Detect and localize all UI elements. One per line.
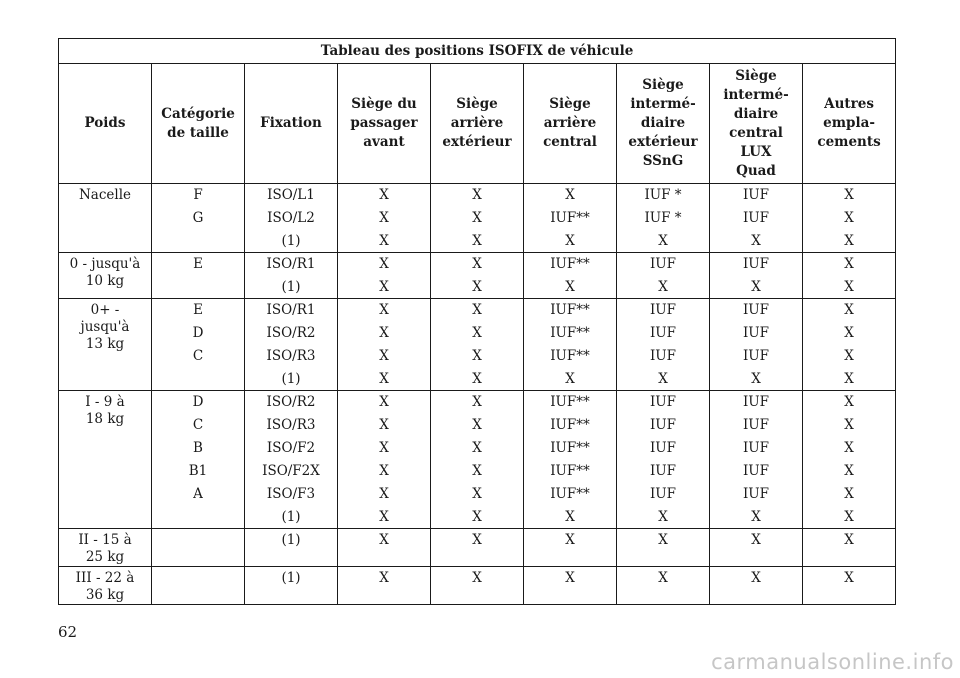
table-cell: (1): [245, 506, 338, 529]
table-cell: [152, 506, 245, 529]
table-cell: E: [152, 253, 245, 276]
table-cell: X: [338, 506, 431, 529]
table-cell: X: [431, 506, 524, 529]
table-cell: (1): [245, 567, 338, 605]
table-cell: X: [524, 368, 617, 391]
table-cell: X: [524, 567, 617, 605]
table-cell: X: [338, 483, 431, 506]
table-cell: IUF: [710, 299, 803, 322]
table-cell: C: [152, 345, 245, 368]
table-cell: X: [338, 207, 431, 230]
table-cell: X: [617, 529, 710, 567]
table-row: [59, 299, 896, 322]
table-cell: IUF: [710, 414, 803, 437]
table-cell: X: [803, 368, 896, 391]
table-cell: ISO/L1: [245, 184, 338, 207]
table-cell: X: [803, 299, 896, 322]
column-header: Siège du passager avant: [338, 64, 431, 184]
table-row: [59, 391, 896, 414]
table-cell: IUF: [617, 483, 710, 506]
table-cell: X: [431, 414, 524, 437]
weight-cell: I - 9 à 18 kg: [59, 391, 152, 529]
weight-cell: II - 15 à 25 kg: [59, 529, 152, 567]
table-cell: A: [152, 483, 245, 506]
table-cell: X: [338, 230, 431, 253]
table-cell: (1): [245, 529, 338, 567]
table-cell: X: [803, 322, 896, 345]
table-cell: B: [152, 437, 245, 460]
table-cell: IUF: [710, 460, 803, 483]
table-row: [59, 460, 896, 483]
table-cell: X: [803, 460, 896, 483]
table-row: [59, 253, 896, 276]
table-cell: X: [338, 368, 431, 391]
table-row: [59, 207, 896, 230]
table-cell: (1): [245, 368, 338, 391]
table-cell: X: [431, 437, 524, 460]
table-cell: D: [152, 391, 245, 414]
table-cell: X: [803, 207, 896, 230]
table-cell: X: [338, 437, 431, 460]
column-header: Autres empla- cements: [803, 64, 896, 184]
table-cell: X: [617, 276, 710, 299]
table-cell: X: [803, 391, 896, 414]
table-cell: [152, 230, 245, 253]
watermark-text: carmanualsonline.info: [711, 650, 954, 674]
column-header: Poids: [59, 64, 152, 184]
column-header: Siège arrière extérieur: [431, 64, 524, 184]
column-header: Siège intermé- diaire extérieur SSnG: [617, 64, 710, 184]
weight-cell: Nacelle: [59, 184, 152, 253]
table-cell: IUF: [710, 437, 803, 460]
table-row: [59, 567, 896, 605]
table-cell: X: [803, 253, 896, 276]
table-cell: ISO/R1: [245, 253, 338, 276]
table-cell: X: [338, 460, 431, 483]
table-cell: IUF: [617, 414, 710, 437]
table-cell: ISO/R2: [245, 322, 338, 345]
table-title: Tableau des positions ISOFIX de véhicule: [59, 39, 896, 64]
table-cell: X: [710, 368, 803, 391]
table-cell: IUF**: [524, 207, 617, 230]
table-cell: X: [710, 506, 803, 529]
table-cell: X: [431, 460, 524, 483]
table-cell: [152, 529, 245, 567]
table-cell: X: [338, 345, 431, 368]
table-cell: IUF: [710, 345, 803, 368]
table-cell: X: [524, 184, 617, 207]
table-cell: X: [803, 437, 896, 460]
table-cell: X: [338, 322, 431, 345]
table-cell: ISO/R2: [245, 391, 338, 414]
table-row: [59, 529, 896, 567]
table-cell: IUF: [710, 253, 803, 276]
table-cell: X: [710, 567, 803, 605]
table-cell: X: [524, 230, 617, 253]
table-cell: X: [524, 506, 617, 529]
table-cell: X: [431, 345, 524, 368]
table-cell: X: [431, 391, 524, 414]
table-cell: IUF: [617, 299, 710, 322]
table-cell: ISO/L2: [245, 207, 338, 230]
table-cell: X: [617, 506, 710, 529]
table-cell: [152, 567, 245, 605]
table-cell: IUF: [710, 322, 803, 345]
table-cell: D: [152, 322, 245, 345]
weight-cell: 0 - jusqu'à 10 kg: [59, 253, 152, 299]
table-cell: X: [338, 184, 431, 207]
table-cell: X: [803, 414, 896, 437]
table-cell: X: [338, 391, 431, 414]
table-cell: IUF: [617, 437, 710, 460]
table-cell: ISO/R1: [245, 299, 338, 322]
table-cell: IUF *: [617, 184, 710, 207]
table-row: [59, 483, 896, 506]
table-cell: IUF**: [524, 345, 617, 368]
table-row: [59, 437, 896, 460]
table-cell: X: [617, 230, 710, 253]
table-cell: IUF**: [524, 460, 617, 483]
column-header: Fixation: [245, 64, 338, 184]
table-cell: X: [431, 184, 524, 207]
table-cell: X: [431, 567, 524, 605]
table-row: [59, 276, 896, 299]
table-cell: X: [803, 567, 896, 605]
table-cell: X: [431, 483, 524, 506]
table-row: [59, 368, 896, 391]
table-cell: X: [431, 322, 524, 345]
table-cell: X: [803, 506, 896, 529]
table-cell: X: [803, 184, 896, 207]
weight-cell: III - 22 à 36 kg: [59, 567, 152, 605]
table-cell: (1): [245, 230, 338, 253]
table-cell: X: [338, 253, 431, 276]
table-cell: IUF: [710, 391, 803, 414]
table-cell: ISO/R3: [245, 345, 338, 368]
table-cell: IUF: [617, 253, 710, 276]
column-header: Catégorie de taille: [152, 64, 245, 184]
table-cell: IUF**: [524, 483, 617, 506]
table-cell: IUF**: [524, 253, 617, 276]
table-cell: X: [803, 529, 896, 567]
table-row: [59, 322, 896, 345]
table-cell: IUF *: [617, 207, 710, 230]
table-cell: X: [338, 567, 431, 605]
table-cell: X: [524, 276, 617, 299]
table-cell: IUF: [710, 207, 803, 230]
table-cell: [152, 276, 245, 299]
table-cell: X: [431, 299, 524, 322]
table-cell: X: [431, 253, 524, 276]
table-row: [59, 506, 896, 529]
table-cell: X: [710, 276, 803, 299]
table-cell: IUF**: [524, 322, 617, 345]
column-header: Siège intermé- diaire central LUX Quad: [710, 64, 803, 184]
table-cell: F: [152, 184, 245, 207]
table-cell: X: [803, 483, 896, 506]
table-cell: IUF: [617, 460, 710, 483]
table-row: [59, 230, 896, 253]
table-cell: X: [803, 276, 896, 299]
table-cell: ISO/R3: [245, 414, 338, 437]
table-cell: B1: [152, 460, 245, 483]
table-cell: X: [617, 368, 710, 391]
table-cell: X: [803, 345, 896, 368]
table-cell: IUF: [710, 184, 803, 207]
isofix-positions-table: [58, 38, 896, 605]
table-cell: X: [338, 299, 431, 322]
table-cell: X: [431, 529, 524, 567]
table-cell: IUF**: [524, 414, 617, 437]
column-header-row: [59, 64, 896, 184]
table-cell: E: [152, 299, 245, 322]
table-row: [59, 345, 896, 368]
table-cell: G: [152, 207, 245, 230]
table-cell: X: [338, 529, 431, 567]
table-cell: IUF: [617, 391, 710, 414]
table-cell: IUF**: [524, 437, 617, 460]
table-cell: X: [617, 567, 710, 605]
table-cell: ISO/F2: [245, 437, 338, 460]
table-cell: X: [431, 368, 524, 391]
table-cell: X: [524, 529, 617, 567]
table-cell: IUF: [710, 483, 803, 506]
table-cell: X: [710, 529, 803, 567]
page-number: 62: [58, 623, 78, 641]
table-cell: C: [152, 414, 245, 437]
weight-cell: 0+ - jusqu'à 13 kg: [59, 299, 152, 391]
table-cell: X: [338, 414, 431, 437]
table-cell: [152, 368, 245, 391]
table-cell: ISO/F3: [245, 483, 338, 506]
table-cell: ISO/F2X: [245, 460, 338, 483]
table-cell: IUF**: [524, 391, 617, 414]
table-cell: X: [338, 276, 431, 299]
table-cell: X: [431, 230, 524, 253]
table-cell: IUF: [617, 322, 710, 345]
table-body: [59, 184, 896, 605]
table-row: [59, 414, 896, 437]
table-cell: X: [803, 230, 896, 253]
column-header: Siège arrière central: [524, 64, 617, 184]
table-cell: X: [431, 207, 524, 230]
table-cell: (1): [245, 276, 338, 299]
table-cell: IUF**: [524, 299, 617, 322]
table-row: [59, 184, 896, 207]
table-cell: X: [431, 276, 524, 299]
table-cell: X: [710, 230, 803, 253]
table-cell: IUF: [617, 345, 710, 368]
